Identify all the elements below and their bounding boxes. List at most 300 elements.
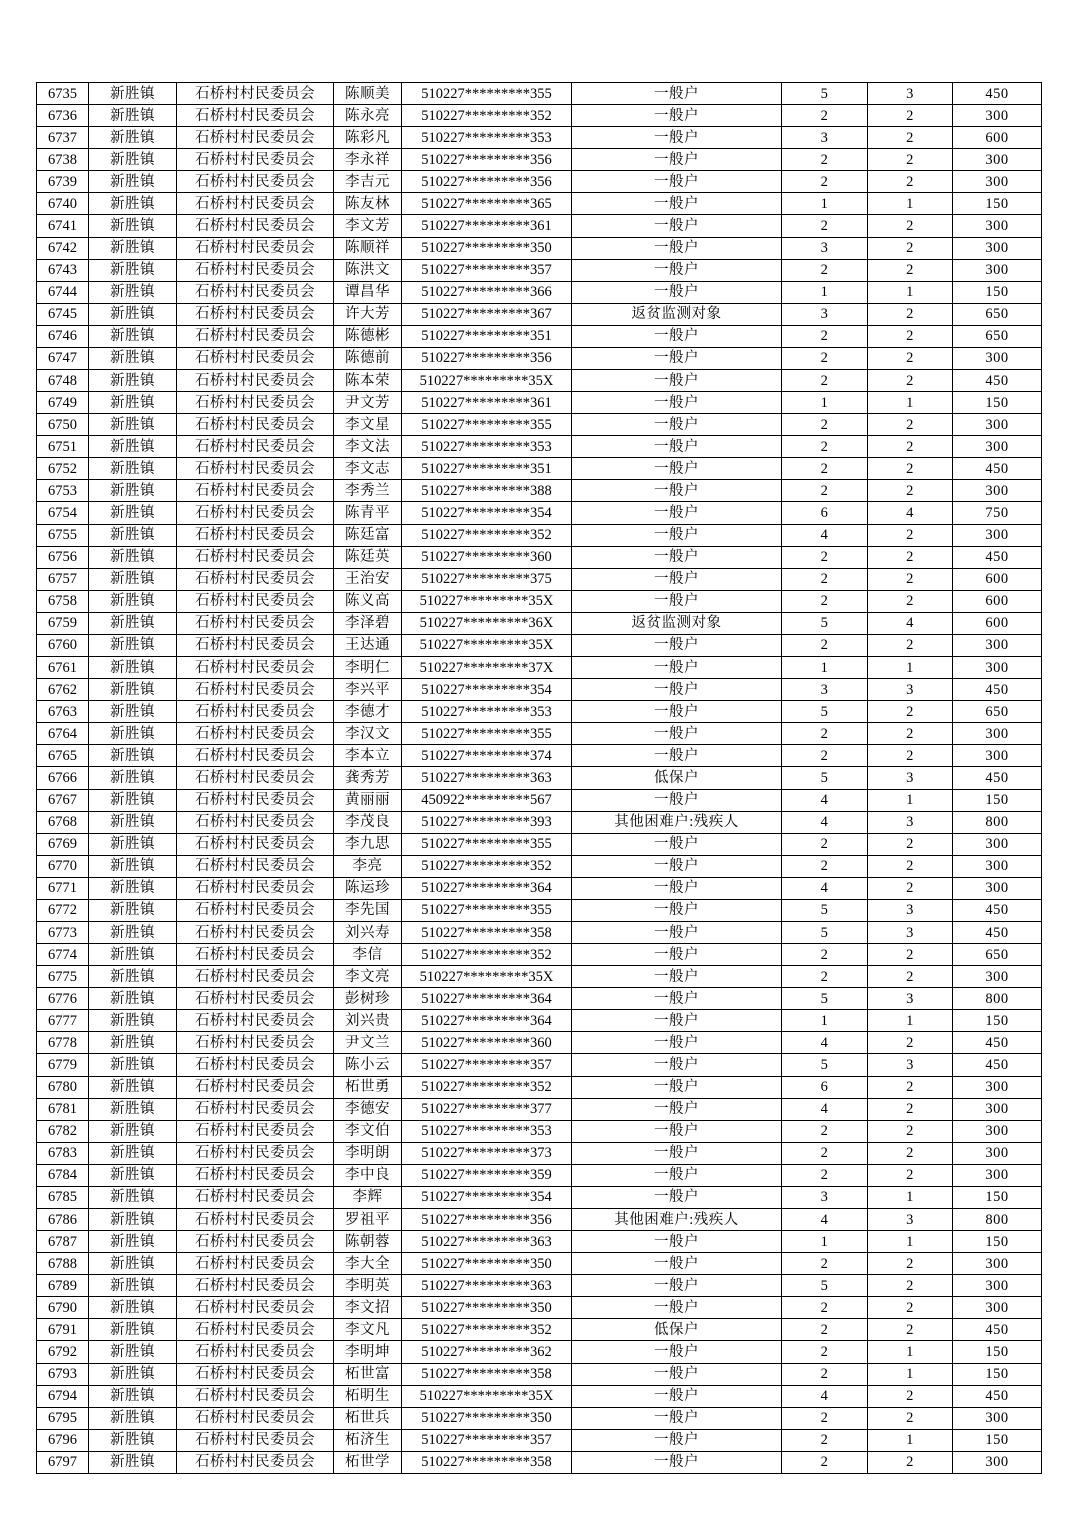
row-number: 6759 (37, 612, 89, 634)
household-type-cell: 一般户 (572, 1164, 782, 1186)
village-committee-cell: 石桥村村民委员会 (177, 745, 334, 767)
table-row (37, 458, 1042, 480)
family-size-cell: 2 (782, 347, 868, 369)
covered-persons-cell: 3 (868, 679, 953, 701)
name-cell: 李九思 (334, 833, 402, 855)
id-number-cell: 510227*********353 (402, 1120, 572, 1142)
household-type-cell: 一般户 (572, 1076, 782, 1098)
town-cell: 新胜镇 (89, 105, 177, 127)
family-size-cell: 2 (782, 105, 868, 127)
table-row (37, 1142, 1042, 1164)
id-number-cell: 510227*********374 (402, 745, 572, 767)
town-cell: 新胜镇 (89, 1054, 177, 1076)
row-number: 6749 (37, 392, 89, 414)
table-row (37, 1098, 1042, 1120)
family-size-cell: 2 (782, 325, 868, 347)
town-cell: 新胜镇 (89, 392, 177, 414)
household-type-cell: 低保户 (572, 767, 782, 789)
family-size-cell: 2 (782, 1164, 868, 1186)
id-number-cell: 510227*********355 (402, 899, 572, 921)
table-row (37, 701, 1042, 723)
amount-cell: 150 (953, 1186, 1042, 1208)
town-cell: 新胜镇 (89, 83, 177, 105)
name-cell: 李秀兰 (334, 480, 402, 502)
family-size-cell: 4 (782, 789, 868, 811)
covered-persons-cell: 2 (868, 1076, 953, 1098)
family-size-cell: 4 (782, 1098, 868, 1120)
amount-cell: 300 (953, 1407, 1042, 1429)
household-type-cell: 一般户 (572, 502, 782, 524)
covered-persons-cell: 1 (868, 789, 953, 811)
village-committee-cell: 石桥村村民委员会 (177, 414, 334, 436)
name-cell: 陈友林 (334, 193, 402, 215)
village-committee-cell: 石桥村村民委员会 (177, 1186, 334, 1208)
household-type-cell: 其他困难户:残疾人 (572, 1208, 782, 1230)
covered-persons-cell: 3 (868, 767, 953, 789)
family-size-cell: 2 (782, 590, 868, 612)
row-number: 6781 (37, 1098, 89, 1120)
household-type-cell: 一般户 (572, 988, 782, 1010)
table-row (37, 1054, 1042, 1076)
family-size-cell: 4 (782, 1208, 868, 1230)
household-type-cell: 一般户 (572, 215, 782, 237)
table-row (37, 1429, 1042, 1451)
household-type-cell: 一般户 (572, 657, 782, 679)
covered-persons-cell: 2 (868, 347, 953, 369)
table-row (37, 568, 1042, 590)
amount-cell: 650 (953, 701, 1042, 723)
row-number: 6736 (37, 105, 89, 127)
name-cell: 陈廷富 (334, 524, 402, 546)
amount-cell: 600 (953, 568, 1042, 590)
table-row (37, 347, 1042, 369)
village-committee-cell: 石桥村村民委员会 (177, 237, 334, 259)
row-number: 6784 (37, 1164, 89, 1186)
table-row (37, 966, 1042, 988)
family-size-cell: 2 (782, 259, 868, 281)
id-number-cell: 450922*********567 (402, 789, 572, 811)
town-cell: 新胜镇 (89, 1253, 177, 1275)
family-size-cell: 2 (782, 215, 868, 237)
village-committee-cell: 石桥村村民委员会 (177, 1275, 334, 1297)
name-cell: 李文星 (334, 414, 402, 436)
name-cell: 王达通 (334, 634, 402, 656)
town-cell: 新胜镇 (89, 568, 177, 590)
id-number-cell: 510227*********352 (402, 1076, 572, 1098)
id-number-cell: 510227*********356 (402, 1208, 572, 1230)
id-number-cell: 510227*********352 (402, 944, 572, 966)
family-size-cell: 5 (782, 701, 868, 723)
row-number: 6742 (37, 237, 89, 259)
covered-persons-cell: 2 (868, 568, 953, 590)
row-number: 6761 (37, 657, 89, 679)
name-cell: 李中良 (334, 1164, 402, 1186)
row-number: 6795 (37, 1407, 89, 1429)
family-size-cell: 2 (782, 149, 868, 171)
amount-cell: 300 (953, 414, 1042, 436)
covered-persons-cell: 3 (868, 1208, 953, 1230)
covered-persons-cell: 2 (868, 944, 953, 966)
town-cell: 新胜镇 (89, 745, 177, 767)
id-number-cell: 510227*********363 (402, 767, 572, 789)
name-cell: 陈本荣 (334, 370, 402, 392)
covered-persons-cell: 2 (868, 480, 953, 502)
id-number-cell: 510227*********355 (402, 414, 572, 436)
table-row (37, 392, 1042, 414)
name-cell: 陈德前 (334, 347, 402, 369)
name-cell: 陈洪文 (334, 259, 402, 281)
covered-persons-cell: 2 (868, 877, 953, 899)
id-number-cell: 510227*********350 (402, 1253, 572, 1275)
row-number: 6780 (37, 1076, 89, 1098)
name-cell: 陈小云 (334, 1054, 402, 1076)
covered-persons-cell: 2 (868, 259, 953, 281)
table-row (37, 303, 1042, 325)
row-number: 6739 (37, 171, 89, 193)
row-number: 6770 (37, 855, 89, 877)
table-row (37, 325, 1042, 347)
amount-cell: 300 (953, 877, 1042, 899)
town-cell: 新胜镇 (89, 921, 177, 943)
town-cell: 新胜镇 (89, 833, 177, 855)
family-size-cell: 3 (782, 127, 868, 149)
household-type-cell: 一般户 (572, 281, 782, 303)
town-cell: 新胜镇 (89, 1032, 177, 1054)
village-committee-cell: 石桥村村民委员会 (177, 1231, 334, 1253)
village-committee-cell: 石桥村村民委员会 (177, 877, 334, 899)
family-size-cell: 2 (782, 1363, 868, 1385)
amount-cell: 300 (953, 634, 1042, 656)
id-number-cell: 510227*********35X (402, 590, 572, 612)
name-cell: 罗祖平 (334, 1208, 402, 1230)
id-number-cell: 510227*********360 (402, 546, 572, 568)
amount-cell: 300 (953, 1275, 1042, 1297)
name-cell: 李文芳 (334, 215, 402, 237)
id-number-cell: 510227*********355 (402, 83, 572, 105)
town-cell: 新胜镇 (89, 1076, 177, 1098)
covered-persons-cell: 2 (868, 1142, 953, 1164)
family-size-cell: 1 (782, 657, 868, 679)
family-size-cell: 2 (782, 1297, 868, 1319)
row-number: 6740 (37, 193, 89, 215)
village-committee-cell: 石桥村村民委员会 (177, 370, 334, 392)
table-row (37, 546, 1042, 568)
id-number-cell: 510227*********358 (402, 1451, 572, 1473)
village-committee-cell: 石桥村村民委员会 (177, 833, 334, 855)
family-size-cell: 2 (782, 1407, 868, 1429)
table-row (37, 480, 1042, 502)
town-cell: 新胜镇 (89, 414, 177, 436)
village-committee-cell: 石桥村村民委员会 (177, 281, 334, 303)
family-size-cell: 2 (782, 1341, 868, 1363)
village-committee-cell: 石桥村村民委员会 (177, 1341, 334, 1363)
id-number-cell: 510227*********355 (402, 723, 572, 745)
household-type-cell: 一般户 (572, 414, 782, 436)
id-number-cell: 510227*********352 (402, 855, 572, 877)
covered-persons-cell: 2 (868, 325, 953, 347)
name-cell: 李泽碧 (334, 612, 402, 634)
village-committee-cell: 石桥村村民委员会 (177, 127, 334, 149)
row-number: 6792 (37, 1341, 89, 1363)
row-number: 6779 (37, 1054, 89, 1076)
id-number-cell: 510227*********357 (402, 259, 572, 281)
name-cell: 陈廷英 (334, 546, 402, 568)
town-cell: 新胜镇 (89, 1341, 177, 1363)
covered-persons-cell: 2 (868, 237, 953, 259)
village-committee-cell: 石桥村村民委员会 (177, 1407, 334, 1429)
household-type-cell: 一般户 (572, 921, 782, 943)
town-cell: 新胜镇 (89, 347, 177, 369)
amount-cell: 300 (953, 1098, 1042, 1120)
covered-persons-cell: 2 (868, 634, 953, 656)
village-committee-cell: 石桥村村民委员会 (177, 392, 334, 414)
id-number-cell: 510227*********363 (402, 1231, 572, 1253)
town-cell: 新胜镇 (89, 237, 177, 259)
table-row (37, 612, 1042, 634)
household-type-cell: 一般户 (572, 634, 782, 656)
table-row (37, 634, 1042, 656)
village-committee-cell: 石桥村村民委员会 (177, 1098, 334, 1120)
name-cell: 李明英 (334, 1275, 402, 1297)
row-number: 6757 (37, 568, 89, 590)
amount-cell: 450 (953, 546, 1042, 568)
household-type-cell: 一般户 (572, 679, 782, 701)
row-number: 6788 (37, 1253, 89, 1275)
table-row (37, 944, 1042, 966)
amount-cell: 150 (953, 1429, 1042, 1451)
amount-cell: 300 (953, 480, 1042, 502)
village-committee-cell: 石桥村村民委员会 (177, 325, 334, 347)
id-number-cell: 510227*********364 (402, 877, 572, 899)
row-number: 6737 (37, 127, 89, 149)
covered-persons-cell: 2 (868, 1451, 953, 1473)
table-row (37, 149, 1042, 171)
household-type-cell: 一般户 (572, 1363, 782, 1385)
id-number-cell: 510227*********366 (402, 281, 572, 303)
village-committee-cell: 石桥村村民委员会 (177, 215, 334, 237)
id-number-cell: 510227*********37X (402, 657, 572, 679)
family-size-cell: 1 (782, 1231, 868, 1253)
village-committee-cell: 石桥村村民委员会 (177, 83, 334, 105)
town-cell: 新胜镇 (89, 1275, 177, 1297)
row-number: 6756 (37, 546, 89, 568)
family-size-cell: 2 (782, 833, 868, 855)
name-cell: 陈运珍 (334, 877, 402, 899)
town-cell: 新胜镇 (89, 370, 177, 392)
household-type-cell: 一般户 (572, 1253, 782, 1275)
household-type-cell: 一般户 (572, 877, 782, 899)
amount-cell: 300 (953, 1142, 1042, 1164)
village-committee-cell: 石桥村村民委员会 (177, 899, 334, 921)
id-number-cell: 510227*********351 (402, 458, 572, 480)
table-row (37, 370, 1042, 392)
id-number-cell: 510227*********36X (402, 612, 572, 634)
town-cell: 新胜镇 (89, 1142, 177, 1164)
covered-persons-cell: 2 (868, 1297, 953, 1319)
town-cell: 新胜镇 (89, 303, 177, 325)
id-number-cell: 510227*********354 (402, 679, 572, 701)
town-cell: 新胜镇 (89, 480, 177, 502)
id-number-cell: 510227*********358 (402, 1363, 572, 1385)
id-number-cell: 510227*********35X (402, 966, 572, 988)
name-cell: 陈青平 (334, 502, 402, 524)
family-size-cell: 6 (782, 502, 868, 524)
amount-cell: 150 (953, 789, 1042, 811)
id-number-cell: 510227*********360 (402, 1032, 572, 1054)
row-number: 6794 (37, 1385, 89, 1407)
amount-cell: 450 (953, 1032, 1042, 1054)
household-type-cell: 一般户 (572, 370, 782, 392)
household-type-cell: 一般户 (572, 480, 782, 502)
row-number: 6763 (37, 701, 89, 723)
village-committee-cell: 石桥村村民委员会 (177, 966, 334, 988)
row-number: 6758 (37, 590, 89, 612)
table-row (37, 899, 1042, 921)
town-cell: 新胜镇 (89, 1186, 177, 1208)
amount-cell: 450 (953, 458, 1042, 480)
id-number-cell: 510227*********351 (402, 325, 572, 347)
table-row (37, 215, 1042, 237)
household-type-cell: 一般户 (572, 745, 782, 767)
village-committee-cell: 石桥村村民委员会 (177, 347, 334, 369)
name-cell: 柘明生 (334, 1385, 402, 1407)
row-number: 6738 (37, 149, 89, 171)
table-row (37, 723, 1042, 745)
town-cell: 新胜镇 (89, 546, 177, 568)
name-cell: 李汉文 (334, 723, 402, 745)
town-cell: 新胜镇 (89, 723, 177, 745)
town-cell: 新胜镇 (89, 789, 177, 811)
covered-persons-cell: 2 (868, 436, 953, 458)
id-number-cell: 510227*********354 (402, 502, 572, 524)
name-cell: 陈德彬 (334, 325, 402, 347)
village-committee-cell: 石桥村村民委员会 (177, 590, 334, 612)
town-cell: 新胜镇 (89, 1208, 177, 1230)
name-cell: 陈彩凡 (334, 127, 402, 149)
name-cell: 陈朝蓉 (334, 1231, 402, 1253)
name-cell: 李亮 (334, 855, 402, 877)
family-size-cell: 1 (782, 193, 868, 215)
household-type-cell: 一般户 (572, 392, 782, 414)
covered-persons-cell: 1 (868, 281, 953, 303)
family-size-cell: 5 (782, 1275, 868, 1297)
town-cell: 新胜镇 (89, 612, 177, 634)
name-cell: 李辉 (334, 1186, 402, 1208)
family-size-cell: 6 (782, 1076, 868, 1098)
family-size-cell: 5 (782, 1054, 868, 1076)
town-cell: 新胜镇 (89, 634, 177, 656)
id-number-cell: 510227*********393 (402, 811, 572, 833)
id-number-cell: 510227*********354 (402, 1186, 572, 1208)
name-cell: 李文伯 (334, 1120, 402, 1142)
amount-cell: 150 (953, 193, 1042, 215)
table-row (37, 1120, 1042, 1142)
table-row (37, 1253, 1042, 1275)
id-number-cell: 510227*********356 (402, 347, 572, 369)
household-type-cell: 一般户 (572, 1341, 782, 1363)
covered-persons-cell: 1 (868, 1231, 953, 1253)
table-row (37, 193, 1042, 215)
id-number-cell: 510227*********388 (402, 480, 572, 502)
household-type-cell: 一般户 (572, 193, 782, 215)
town-cell: 新胜镇 (89, 811, 177, 833)
family-size-cell: 2 (782, 414, 868, 436)
covered-persons-cell: 2 (868, 1032, 953, 1054)
household-type-cell: 一般户 (572, 899, 782, 921)
table-row (37, 789, 1042, 811)
household-table (36, 82, 1042, 1474)
id-number-cell: 510227*********375 (402, 568, 572, 590)
amount-cell: 150 (953, 392, 1042, 414)
name-cell: 李茂良 (334, 811, 402, 833)
household-type-cell: 一般户 (572, 1054, 782, 1076)
id-number-cell: 510227*********377 (402, 1098, 572, 1120)
name-cell: 陈顺祥 (334, 237, 402, 259)
covered-persons-cell: 2 (868, 1253, 953, 1275)
table-row (37, 1186, 1042, 1208)
amount-cell: 300 (953, 1297, 1042, 1319)
village-committee-cell: 石桥村村民委员会 (177, 855, 334, 877)
village-committee-cell: 石桥村村民委员会 (177, 1297, 334, 1319)
family-size-cell: 3 (782, 679, 868, 701)
table-row (37, 657, 1042, 679)
row-number: 6751 (37, 436, 89, 458)
covered-persons-cell: 1 (868, 657, 953, 679)
amount-cell: 450 (953, 1054, 1042, 1076)
covered-persons-cell: 2 (868, 1407, 953, 1429)
table-row (37, 105, 1042, 127)
town-cell: 新胜镇 (89, 1385, 177, 1407)
family-size-cell: 4 (782, 524, 868, 546)
town-cell: 新胜镇 (89, 1231, 177, 1253)
name-cell: 李大全 (334, 1253, 402, 1275)
household-type-cell: 一般户 (572, 1186, 782, 1208)
id-number-cell: 510227*********359 (402, 1164, 572, 1186)
village-committee-cell: 石桥村村民委员会 (177, 1363, 334, 1385)
village-committee-cell: 石桥村村民委员会 (177, 811, 334, 833)
name-cell: 李明朗 (334, 1142, 402, 1164)
name-cell: 柘世学 (334, 1451, 402, 1473)
household-type-cell: 低保户 (572, 1319, 782, 1341)
household-type-cell: 一般户 (572, 789, 782, 811)
covered-persons-cell: 2 (868, 1120, 953, 1142)
table-row (37, 1407, 1042, 1429)
town-cell: 新胜镇 (89, 1451, 177, 1473)
family-size-cell: 2 (782, 745, 868, 767)
id-number-cell: 510227*********352 (402, 524, 572, 546)
id-number-cell: 510227*********350 (402, 1407, 572, 1429)
table-row (37, 590, 1042, 612)
name-cell: 李德安 (334, 1098, 402, 1120)
id-number-cell: 510227*********363 (402, 1275, 572, 1297)
amount-cell: 150 (953, 1363, 1042, 1385)
name-cell: 李永祥 (334, 149, 402, 171)
family-size-cell: 2 (782, 1319, 868, 1341)
town-cell: 新胜镇 (89, 524, 177, 546)
family-size-cell: 5 (782, 988, 868, 1010)
table-row (37, 679, 1042, 701)
name-cell: 黄丽丽 (334, 789, 402, 811)
table-row (37, 1076, 1042, 1098)
household-type-cell: 一般户 (572, 944, 782, 966)
covered-persons-cell: 2 (868, 723, 953, 745)
household-type-cell: 一般户 (572, 83, 782, 105)
covered-persons-cell: 2 (868, 1275, 953, 1297)
covered-persons-cell: 1 (868, 1363, 953, 1385)
row-number: 6765 (37, 745, 89, 767)
household-type-cell: 一般户 (572, 1275, 782, 1297)
covered-persons-cell: 3 (868, 83, 953, 105)
